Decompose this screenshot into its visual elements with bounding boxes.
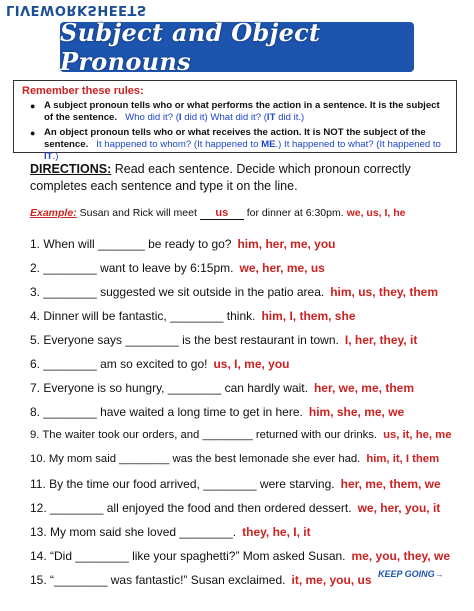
answer-options: we, her, you, it xyxy=(357,501,441,515)
logo: LIVEWORKSHEETS xyxy=(6,2,147,17)
question-13: 13. My mom said she loved ________. they, he, I, it xyxy=(30,525,311,539)
keep-going-label: KEEP GOING→ xyxy=(378,569,444,579)
question-15: 15. “________ was fantastic!” Susan exclaimed. it, me, you, us xyxy=(30,573,372,587)
rules-heading: Remember these rules: xyxy=(22,85,144,97)
bullet-icon: ● xyxy=(30,128,36,138)
bullet-icon: ● xyxy=(30,101,36,111)
rule-examples: Who did it? (I did it) What did it? (IT did it.) xyxy=(125,112,305,123)
directions xyxy=(30,161,450,195)
question-8: 8. ________ have waited a long time to get in here. him, she, me, we xyxy=(30,405,405,419)
directions-label: DIRECTIONS: xyxy=(30,162,112,176)
question-4: 4. Dinner will be fantastic, ________ think. him, I, them, she xyxy=(30,309,356,323)
directions-text: Read each sentence. Decide which pronoun correctly completes each sentence and type it on the line. xyxy=(30,162,411,193)
answer-options: I, her, they, it xyxy=(344,333,418,347)
page-title: Subject and Object Pronouns xyxy=(60,18,321,76)
rules-box xyxy=(13,80,457,162)
rule-subject xyxy=(22,100,448,124)
question-10: 10. My mom said ________ was the best lemonade she ever had. him, it, I them xyxy=(30,453,440,465)
answer-options: us, it, he, me xyxy=(383,429,452,441)
question-9: 9. The waiter took our orders, and ________ returned with our drinks. us, it, he, me xyxy=(30,429,452,441)
title-banner xyxy=(60,18,414,76)
rule-text: A subject pronoun tells who or what performs the action in a sentence. It is the subject of the sentence. xyxy=(44,100,440,123)
answer-options: we, her, me, us xyxy=(239,261,325,275)
question-3: 3. ________ suggested we sit outside in the patio area. him, us, they, them xyxy=(30,285,439,299)
answer-options: her, me, them, we xyxy=(340,477,441,491)
answer-options: they, he, I, it xyxy=(242,525,311,539)
answer-options: her, we, me, them xyxy=(313,381,414,395)
example-label: Example: xyxy=(30,207,77,219)
example-answer: us xyxy=(200,207,244,220)
question-12: 12. ________ all enjoyed the food and then ordered dessert. we, her, you, it xyxy=(30,501,441,515)
question-14: 14. “Did ________ like your spaghetti?” Mom asked Susan. me, you, they, we xyxy=(30,549,450,563)
answer-options: me, you, they, we xyxy=(351,549,450,563)
answer-options: it, me, you, us xyxy=(291,573,372,587)
question-6: 6. ________ am so excited to go! us, I, me, you xyxy=(30,357,290,371)
answer-options: us, I, me, you xyxy=(213,357,290,371)
question-5: 5. Everyone says ________ is the best restaurant in town. I, her, they, it xyxy=(30,333,418,347)
question-7: 7. Everyone is so hungry, ________ can hardly wait. her, we, me, them xyxy=(30,381,414,395)
answer-options: him, her, me, you xyxy=(237,237,336,251)
question-11: 11. By the time our food arrived, ________ were starving. her, me, them, we xyxy=(30,477,441,491)
answer-options: him, she, me, we xyxy=(308,405,405,419)
answer-options: him, it, I them xyxy=(366,453,440,465)
answer-options: him, I, them, she xyxy=(261,309,356,323)
example-after: for dinner at 6:30pm. xyxy=(243,207,347,219)
rule-text: An object pronoun tells who or what receives the action. It is NOT the subject of the sentence. xyxy=(44,127,426,150)
rule-examples: It happened to whom? (It happened to ME.) It happened to what? (It happened to IT.) xyxy=(44,139,441,162)
answer-options: him, us, they, them xyxy=(330,285,439,299)
question-1: 1. When will _______ be ready to go? him, her, me, you xyxy=(30,237,336,251)
example-options: we, us, I, he xyxy=(346,207,406,219)
example xyxy=(30,207,406,220)
question-2: 2. ________ want to leave by 6:15pm. we, her, me, us xyxy=(30,261,325,275)
example-before: Susan and Rick will meet xyxy=(76,207,200,219)
rule-object xyxy=(22,127,448,163)
